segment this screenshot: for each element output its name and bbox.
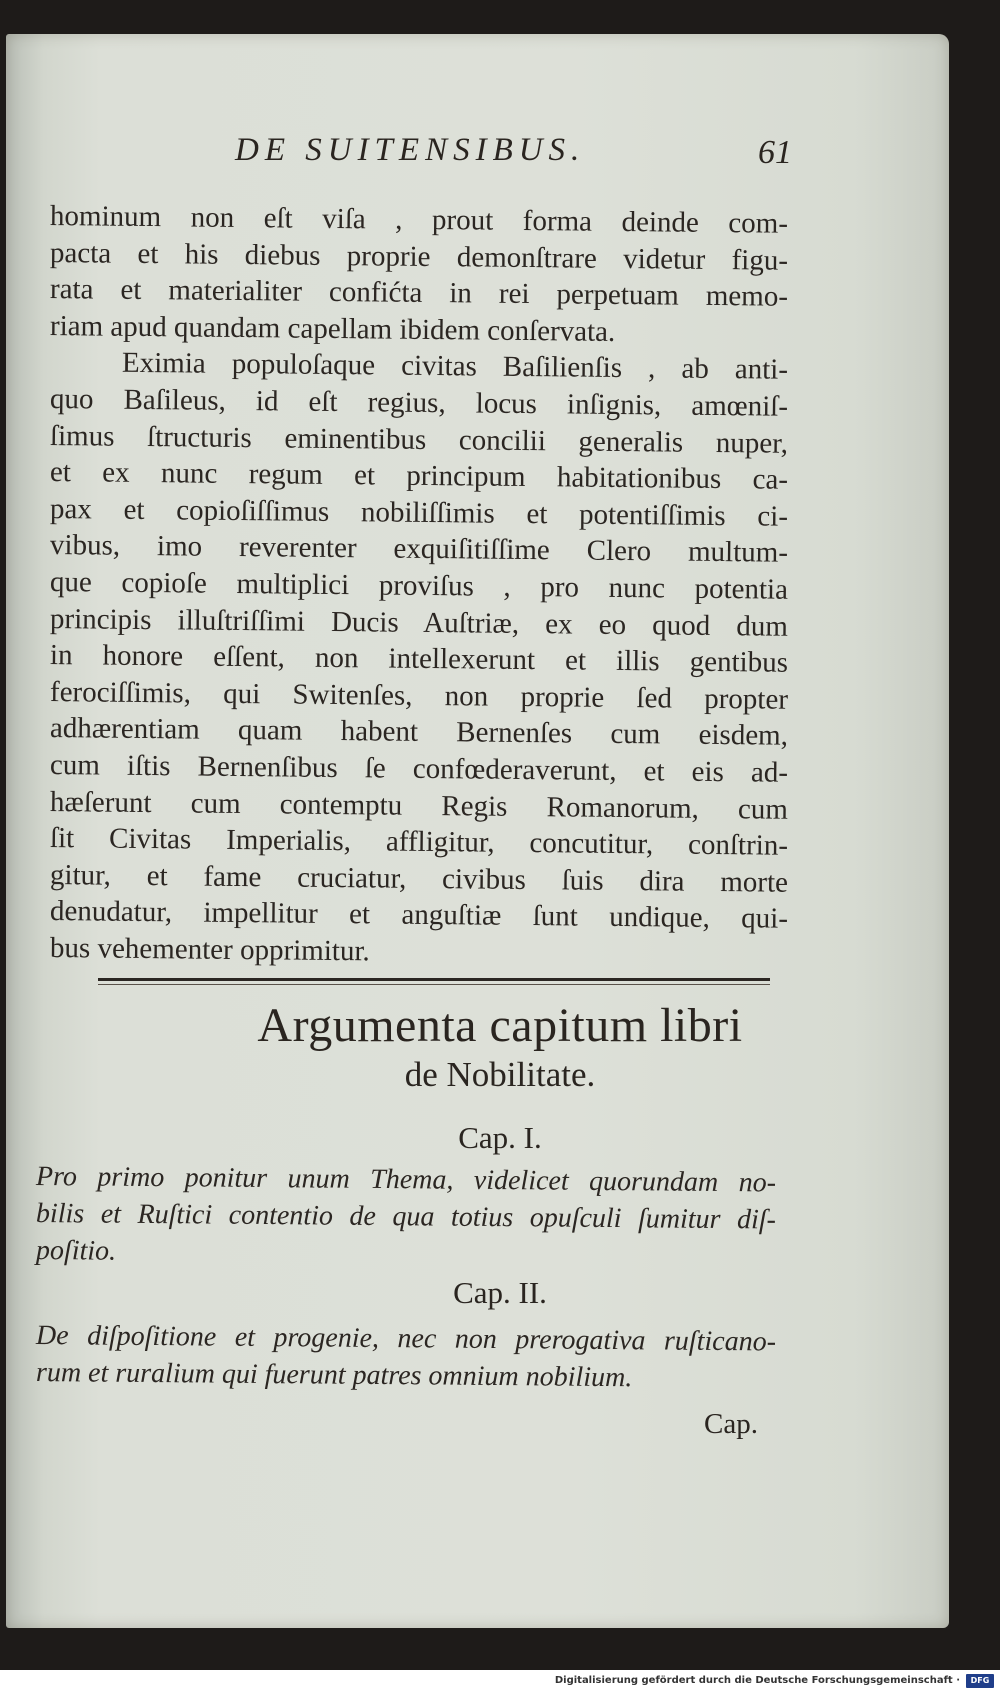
text-line: principis illuſtriſſimi Ducis Auſtriæ, ex eo quod dum: [49, 602, 789, 643]
text-line: vibus, imo reverenter exquiſitiſſime Clero multum-: [49, 529, 789, 570]
page-number: 61: [758, 134, 792, 171]
text-line: adhærentiam quam habent Bernenſes cum eisdem,: [49, 712, 789, 753]
text-line: et ex nunc regum et principum habitationibus ca-: [49, 456, 789, 496]
footer-credit: Digitalisierung gefördert durch die Deutsche Forschungsgemeinschaft ·: [554, 1675, 960, 1686]
text-line: Eximia populoſaque civitas Baſilienſis , ab anti-: [121, 347, 789, 387]
text-line: bus vehementer opprimitur.: [49, 931, 370, 968]
chapter-heading: Cap. I.: [458, 1120, 542, 1155]
section-divider-thin: [98, 984, 770, 985]
text-line: pacta et his diebus proprie demonſtrare videtur figu-: [49, 236, 789, 277]
body-text: [50, 198, 788, 966]
text-line: in honore eſſent, non intellexerunt et illis gentibus: [49, 639, 789, 679]
text-line: rum et ruralium qui fuerunt patres omnium nobilium.: [35, 1357, 633, 1394]
text-line: denudatur, impellitur et anguſtiæ ſunt undique, qui-: [49, 895, 789, 936]
text-line: poſitio.: [35, 1235, 117, 1267]
catchword: Cap.: [704, 1408, 758, 1440]
text-line: Pro primo ponitur unum Thema, videlicet quorundam no-: [35, 1161, 777, 1199]
chapter-heading: Cap. II.: [453, 1275, 547, 1310]
text-line: pax et copioſiſſimus nobiliſſimis et potentiſſimis ci-: [49, 492, 789, 533]
chapter-summary: [35, 1317, 777, 1394]
text-line: ferociſſimis, qui Switenſes, non proprie ſed propter: [49, 675, 789, 716]
section-title: Argumenta capitum libri: [257, 999, 743, 1052]
section-divider: [98, 978, 770, 981]
text-line: quo Baſileus, id eſt regius, locus inſignis, amœniſ-: [49, 382, 789, 423]
text-line: hæſerunt cum contemptu Regis Romanorum, cum: [49, 785, 789, 826]
section-subtitle: de Nobilitate.: [404, 1055, 596, 1094]
text-line: cum iſtis Bernenſibus ſe confœderaverunt, et eis ad-: [49, 748, 789, 789]
dfg-logo-icon: DFG: [966, 1674, 994, 1688]
text-line: que copioſe multiplici proviſus , pro nunc potentia: [49, 565, 789, 606]
text-line: De diſpoſitione et progenie, nec non prerogativa ruſticano-: [35, 1320, 777, 1358]
text-line: hominum non eſt viſa , prout forma deinde com-: [49, 200, 789, 240]
text-line: bilis et Ruſtici contentio de qua totius opuſculi ſumitur diſ-: [35, 1198, 777, 1236]
footer-bar: [0, 1670, 1000, 1694]
text-line: riam apud quandam capellam ibidem conſervata.: [49, 309, 616, 348]
text-line: ſimus ſtructuris eminentibus concilii generalis nuper,: [49, 419, 789, 460]
running-head: DE SUITENSIBUS.: [235, 132, 586, 168]
text-line: gitur, et fame cruciatur, civibus ſuis dira morte: [49, 858, 789, 899]
chapter-summary: [36, 1158, 776, 1269]
text-line: rata et materialiter confićta in rei perpetuam memo-: [49, 273, 789, 313]
text-line: ſit Civitas Imperialis, affligitur, concutitur, conſtrin-: [49, 822, 789, 862]
